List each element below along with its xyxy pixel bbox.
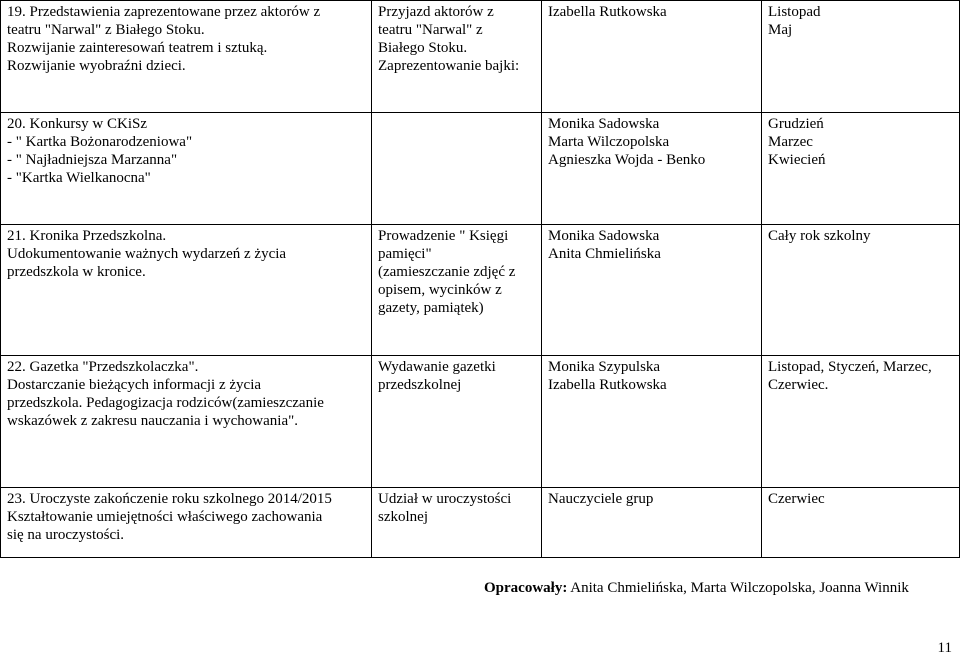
cell-text-line: wskazówek z zakresu nauczania i wychowania". [7, 413, 298, 429]
cell-text-line: Rozwijanie wyobraźni dzieci. [7, 58, 186, 74]
table-row [1, 113, 960, 225]
persons-cell [542, 1, 762, 113]
cell-text-line: (zamieszczanie zdjęć z [378, 264, 516, 280]
cell-text-line: Agnieszka Wojda - Benko [548, 152, 706, 168]
cell-text-line: Czerwiec. [768, 377, 829, 393]
cell-text-line: Czerwiec [768, 491, 825, 507]
cell-text-line: przedszkolnej [378, 377, 462, 393]
form-cell [372, 488, 542, 558]
cell-text-line: Marta Wilczopolska [548, 134, 670, 150]
cell-text-line: gazety, pamiątek) [378, 300, 484, 316]
cell-text-line: 20. Konkursy w CKiSz [7, 116, 148, 132]
cell-text-line: Monika Szypulska [548, 359, 661, 375]
cell-text-line: Udokumentowanie ważnych wydarzeń z życia [7, 246, 287, 262]
cell-text-line: 22. Gazetka "Przedszkolaczka". [7, 359, 199, 375]
cell-text-line: 23. Uroczyste zakończenie roku szkolnego 2014/2015 [7, 491, 332, 507]
form-cell [372, 1, 542, 113]
term-cell [762, 1, 960, 113]
form-cell [372, 356, 542, 488]
cell-text-line: Przyjazd aktorów z [378, 4, 494, 20]
task-cell [1, 225, 372, 356]
table-row [1, 225, 960, 356]
persons-cell [542, 356, 762, 488]
cell-text-line: 19. Przedstawienia zaprezentowane przez aktorów z [7, 4, 321, 20]
cell-text-line: Marzec [768, 134, 813, 150]
cell-text-line: Udział w uroczystości [378, 491, 512, 507]
cell-text-line: Monika Sadowska [548, 116, 660, 132]
term-cell [762, 113, 960, 225]
cell-text-line: 21. Kronika Przedszkolna. [7, 228, 167, 244]
prepared-by-footer [484, 579, 909, 597]
cell-text-line: Rozwijanie zainteresowań teatrem i sztuką. [7, 40, 268, 56]
term-cell [762, 488, 960, 558]
cell-text-line: Białego Stoku. [378, 40, 468, 56]
cell-text-line: przedszkola. Pedagogizacja rodziców(zamieszczanie [7, 395, 324, 411]
form-cell [372, 113, 542, 225]
cell-text-line: Grudzień [768, 116, 824, 132]
cell-text-line: Dostarczanie bieżących informacji z życia [7, 377, 262, 393]
cell-text-line: opisem, wycinków z [378, 282, 502, 298]
page-number: 11 [937, 640, 952, 656]
cell-text-line: teatru "Narwal" z [378, 22, 483, 38]
cell-text-line: przedszkola w kronice. [7, 264, 146, 280]
cell-text-line: Kształtowanie umiejętności właściwego zachowania [7, 509, 323, 525]
task-cell [1, 1, 372, 113]
cell-text-line: - " Najładniejsza Marzanna" [7, 152, 178, 168]
cell-text-line: Listopad, Styczeń, Marzec, [768, 359, 932, 375]
cell-text-line: Monika Sadowska [548, 228, 660, 244]
cell-text-line: teatru "Narwal" z Białego Stoku. [7, 22, 205, 38]
persons-cell [542, 225, 762, 356]
task-cell [1, 113, 372, 225]
table-row [1, 1, 960, 113]
term-cell [762, 225, 960, 356]
cell-text-line: Nauczyciele grup [548, 491, 654, 507]
cell-text-line: Kwiecień [768, 152, 826, 168]
cell-text-line: Prowadzenie " Księgi [378, 228, 509, 244]
cell-text-line: Izabella Rutkowska [548, 4, 667, 20]
cell-text-line: Listopad [768, 4, 821, 20]
cell-text-line: Cały rok szkolny [768, 228, 871, 244]
cell-text-line: Maj [768, 22, 793, 38]
table-body [1, 1, 960, 558]
prepared-by-label: Opracowały: [484, 580, 568, 596]
cell-text-line: pamięci" [378, 246, 432, 262]
table-row [1, 356, 960, 488]
task-cell [1, 356, 372, 488]
table-row [1, 488, 960, 558]
term-cell [762, 356, 960, 488]
persons-cell [542, 113, 762, 225]
cell-text-line: Zaprezentowanie bajki: [378, 58, 520, 74]
task-cell [1, 488, 372, 558]
cell-text-line: Izabella Rutkowska [548, 377, 667, 393]
prepared-by-names: Anita Chmielińska, Marta Wilczopolska, Joanna Winnik [570, 580, 909, 596]
cell-text-line: Wydawanie gazetki [378, 359, 496, 375]
cell-text-line: Anita Chmielińska [548, 246, 661, 262]
cell-text-line: się na uroczystości. [7, 527, 125, 543]
form-cell [372, 225, 542, 356]
cell-text-line: szkolnej [378, 509, 428, 525]
persons-cell [542, 488, 762, 558]
cell-text-line: - "Kartka Wielkanocna" [7, 170, 151, 186]
cell-text-line: - " Kartka Bożonarodzeniowa" [7, 134, 193, 150]
